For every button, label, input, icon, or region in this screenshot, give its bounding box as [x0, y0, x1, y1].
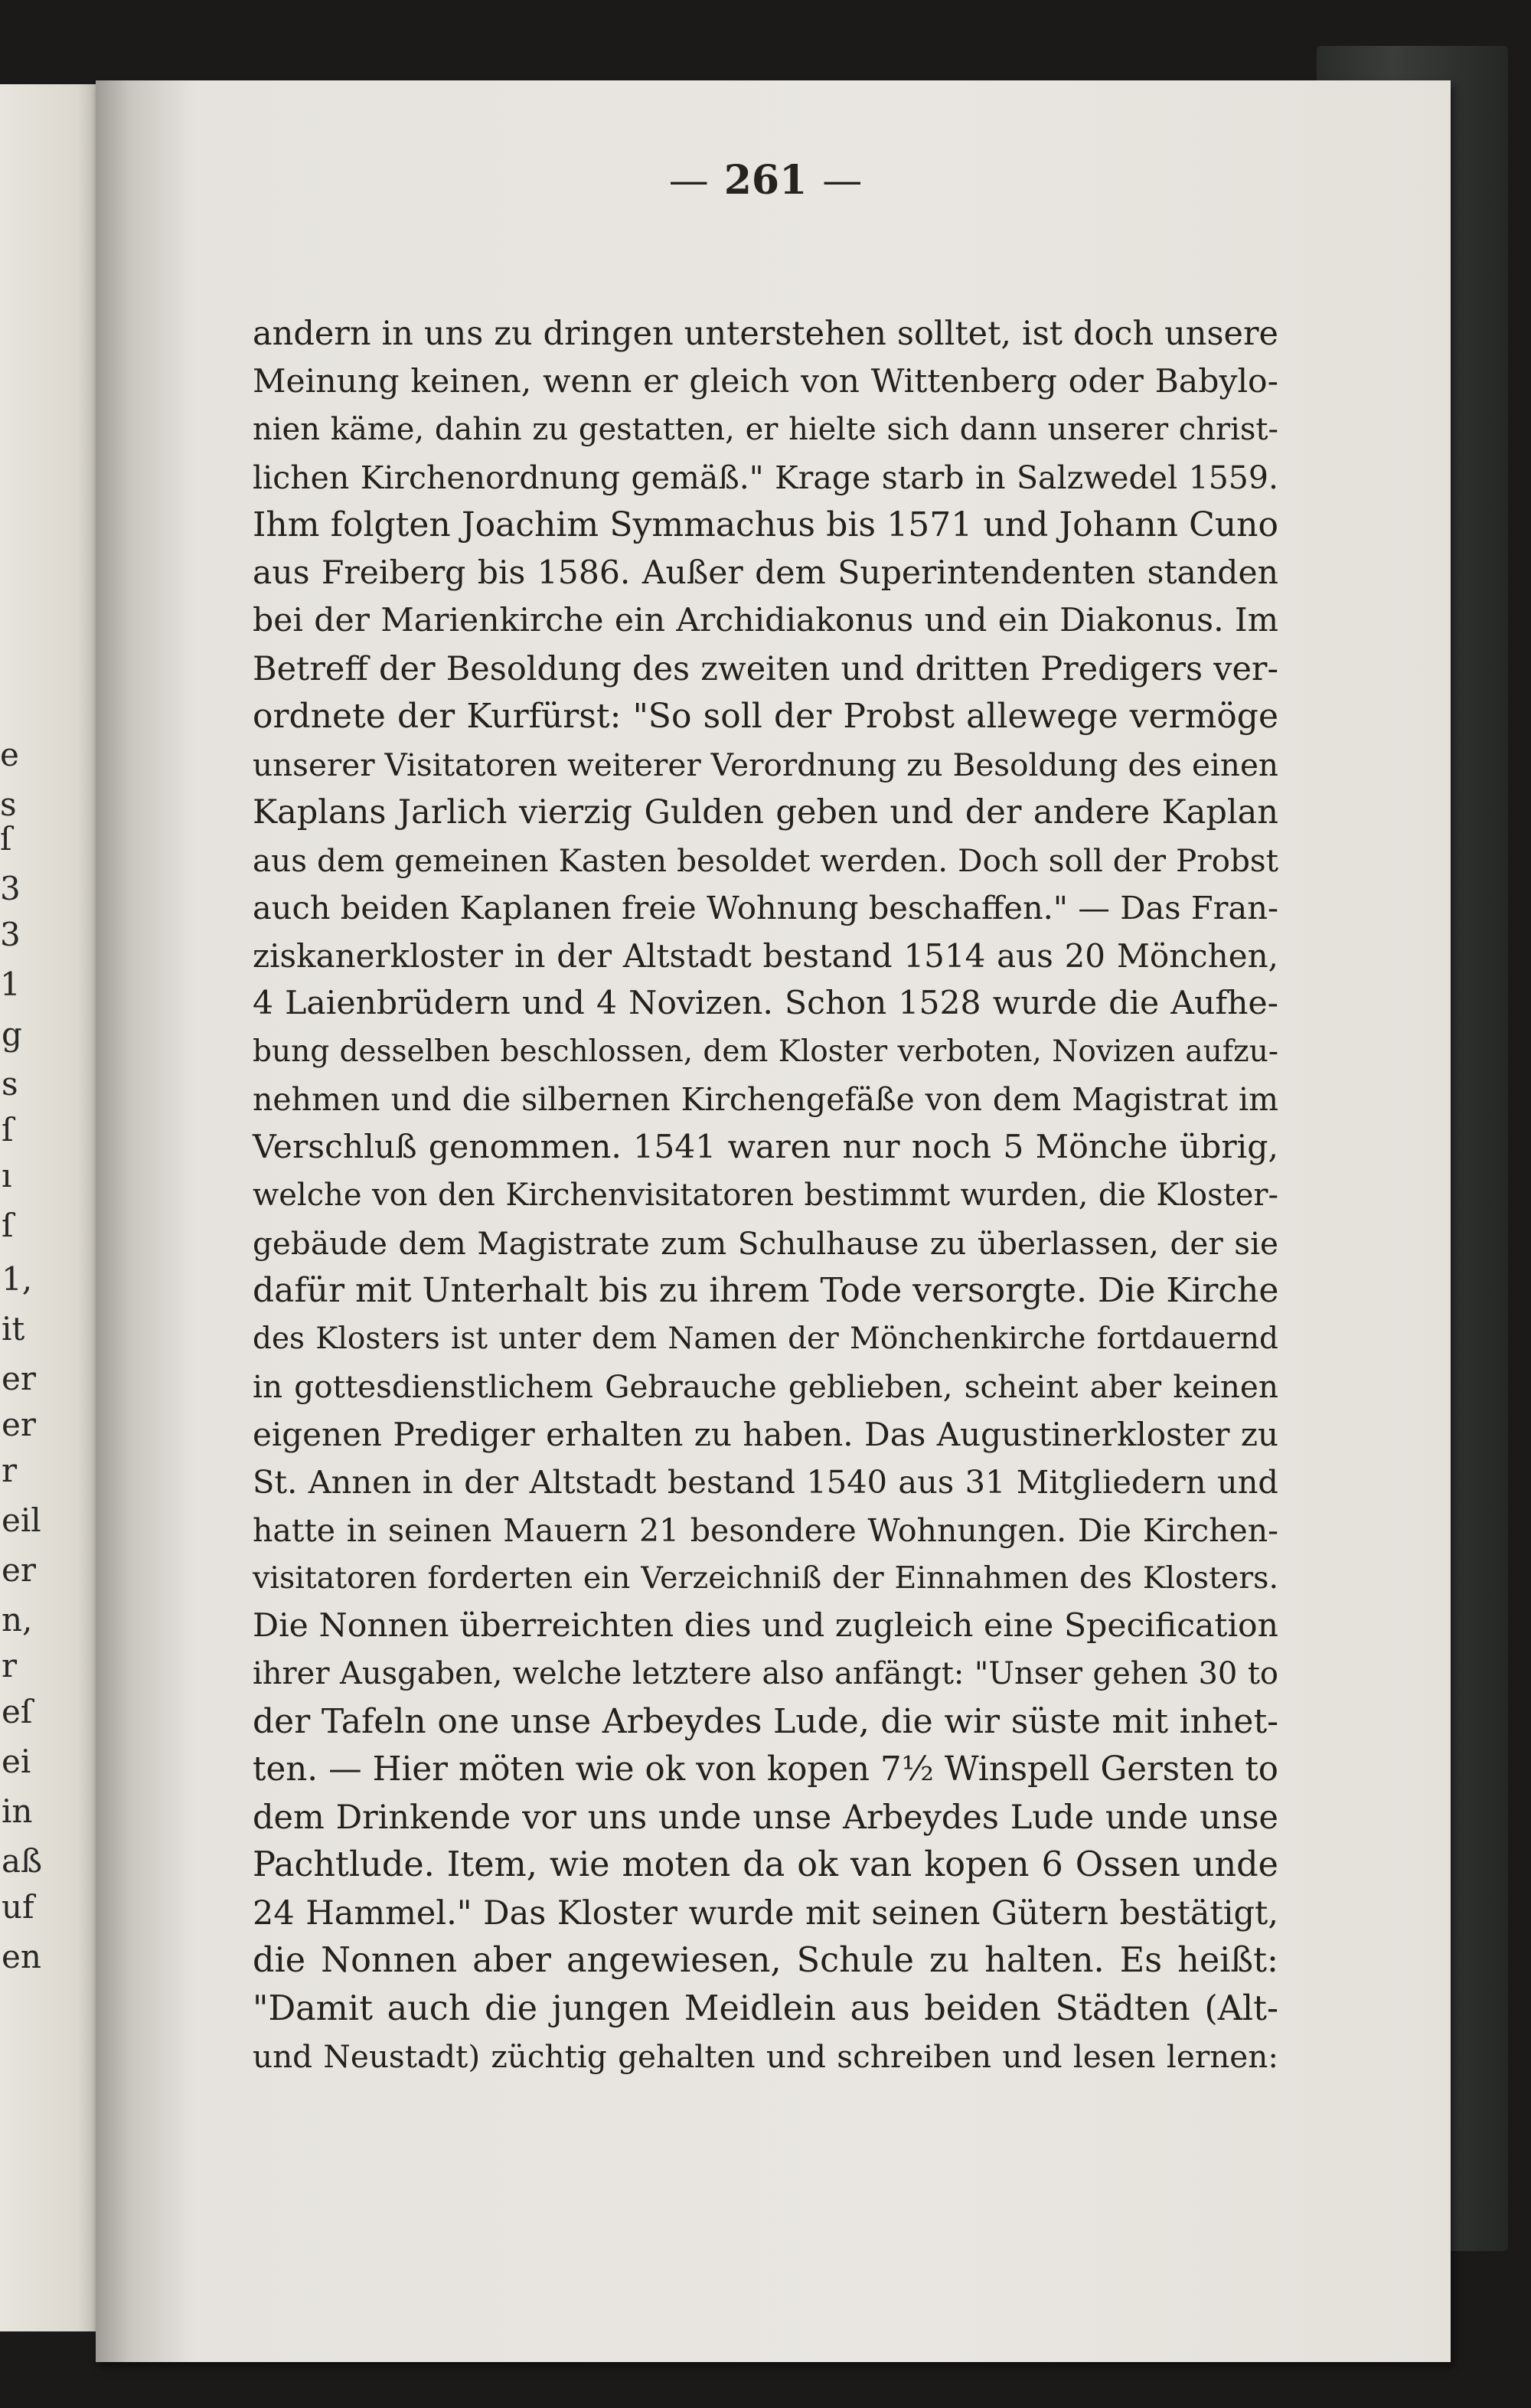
text-line: nehmen und die silbernen Kirchengefäße von dem Magistrat im [253, 1081, 1278, 1118]
text-line: hatte in seinen Mauern 21 besondere Wohnungen. Die Kirchen- [253, 1511, 1278, 1549]
left-page-fragment: 3 [0, 870, 21, 907]
text-line: und Neustadt) züchtig gehalten und schreiben und lesen lernen: [253, 2038, 1278, 2075]
text-line: die Nonnen aber angewiesen, Schule zu halten. Es heißt: [253, 1941, 1278, 1980]
text-line: ihrer Ausgaben, welche letztere also anfängt: "Unser gehen 30 to [253, 1656, 1278, 1691]
text-line: dem Drinkende vor uns unde unse Arbeydes Lude unde unse [253, 1798, 1278, 1837]
left-page-fragment: ei [2, 1743, 31, 1780]
left-page-fragment: er [2, 1360, 36, 1397]
left-page-fragment: r [2, 1452, 18, 1489]
left-page-fragment: ſ [2, 1207, 14, 1244]
left-page-fragment: 1, [2, 1260, 33, 1298]
text-line: 4 Laienbrüdern und 4 Novizen. Schon 1528 wurde die Aufhe- [253, 985, 1278, 1022]
left-page-fragment: 3 [0, 916, 21, 953]
text-line: eigenen Prediger erhalten zu haben. Das Augustinerkloster zu [253, 1415, 1278, 1453]
text-line: in gottesdienstlichem Gebrauche geblieben, scheint aber keinen [253, 1368, 1278, 1405]
left-page-fragment: 1 [0, 965, 21, 1003]
page-header [0, 157, 1531, 204]
text-line: des Klosters ist unter dem Namen der Mönchenkirche fortdauernd [253, 1321, 1278, 1356]
text-line: der Tafeln one unse Arbeydes Lude, die wir süste mit inhet- [253, 1701, 1278, 1741]
left-page-fragment: ı [2, 1157, 12, 1194]
left-page-fragment: s [2, 1065, 18, 1103]
text-line: auch beiden Kaplanen freie Wohnung beschaffen." — Das Fran- [253, 889, 1278, 926]
text-line: Meinung keinen, wenn er gleich von Wittenberg oder Babylo- [253, 362, 1278, 400]
left-page-fragment: ſ [0, 820, 12, 858]
header-dash-right: — [822, 158, 863, 204]
left-page-fragment: er [2, 1551, 36, 1589]
text-line: Verschluß genommen. 1541 waren nur noch 5 Mönche übrig, [253, 1128, 1278, 1166]
text-line: "Damit auch die jungen Meidlein aus beiden Städten (Alt- [253, 1988, 1278, 2028]
left-page-fragment: uf [2, 1888, 34, 1926]
text-line: Pachtlude. Item, wie moten da ok van kopen 6 Ossen unde [253, 1845, 1278, 1884]
text-line: Betreff der Besoldung des zweiten und dritten Predigers ver- [253, 649, 1278, 688]
text-line: St. Annen in der Altstadt bestand 1540 aus 31 Mitgliedern und [253, 1463, 1278, 1501]
text-line: Die Nonnen überreichten dies und zugleich eine Specification [253, 1606, 1278, 1645]
text-line: ziskanerkloster in der Altstadt bestand 1514 aus 20 Mönchen, [253, 936, 1278, 975]
left-page-fragment: en [2, 1938, 41, 1975]
text-line: Ihm folgten Joachim Symmachus bis 1571 und Johann Cuno [253, 505, 1278, 544]
body-text [253, 310, 1278, 2081]
text-line: ordnete der Kurfürst: "So soll der Probst allewege vermöge [253, 697, 1278, 736]
text-line: aus Freiberg bis 1586. Außer dem Superintendenten standen [253, 554, 1278, 592]
left-page-fragment: g [2, 1015, 22, 1053]
left-page-fragment: eſ [2, 1693, 33, 1730]
left-page-fragment: eil [2, 1501, 41, 1539]
left-page-fragment: n, [2, 1601, 33, 1639]
text-line: dafür mit Unterhalt bis zu ihrem Tode versorgte. Die Kirche [253, 1271, 1279, 1310]
left-page-fragment: in [2, 1792, 33, 1830]
page-number: 261 [723, 157, 808, 204]
text-line: Kaplans Jarlich vierzig Gulden geben und der andere Kaplan [253, 793, 1278, 832]
text-line: andern in uns zu dringen unterstehen solltet, ist doch unsere [253, 315, 1278, 353]
text-line: gebäude dem Magistrate zum Schulhause zu überlassen, der sie [253, 1224, 1278, 1262]
text-line: welche von den Kirchenvisitatoren bestimmt wurden, die Kloster- [253, 1178, 1278, 1213]
header-dash-left: — [668, 158, 709, 204]
text-line: lichen Kirchenordnung gemäß." Krage starb in Salzwedel 1559. [253, 459, 1278, 496]
text-line: ten. — Hier möten wie ok von kopen 7½ Winspell Gersten to [253, 1750, 1278, 1789]
left-page-fragment: er [2, 1406, 36, 1443]
left-page-fragment: aß [2, 1842, 43, 1880]
left-page-fragment: it [2, 1310, 25, 1348]
text-line: unserer Visitatoren weiterer Verordnung zu Besoldung des einen [253, 746, 1278, 783]
left-page-fragment: ſ [2, 1111, 14, 1148]
text-line: nien käme, dahin zu gestatten, er hielte sich dann unserer christ- [253, 412, 1278, 447]
text-line: 24 Hammel." Das Kloster wurde mit seinen Gütern bestätigt, [253, 1893, 1278, 1933]
text-line: visitatoren forderten ein Verzeichniß der Einnahmen des Klosters. [253, 1560, 1278, 1596]
left-page-edge [0, 84, 111, 2331]
left-page-fragment: r [2, 1647, 18, 1684]
text-line: bei der Marienkirche ein Archidiakonus und ein Diakonus. Im [253, 602, 1278, 639]
left-page-fragment: s [0, 786, 17, 823]
text-line: bung desselben beschlossen, dem Kloster verboten, Novizen aufzu- [253, 1034, 1278, 1069]
left-page-fragment: e [0, 736, 19, 773]
text-line: aus dem gemeinen Kasten besoldet werden. Doch soll der Probst [253, 841, 1278, 879]
